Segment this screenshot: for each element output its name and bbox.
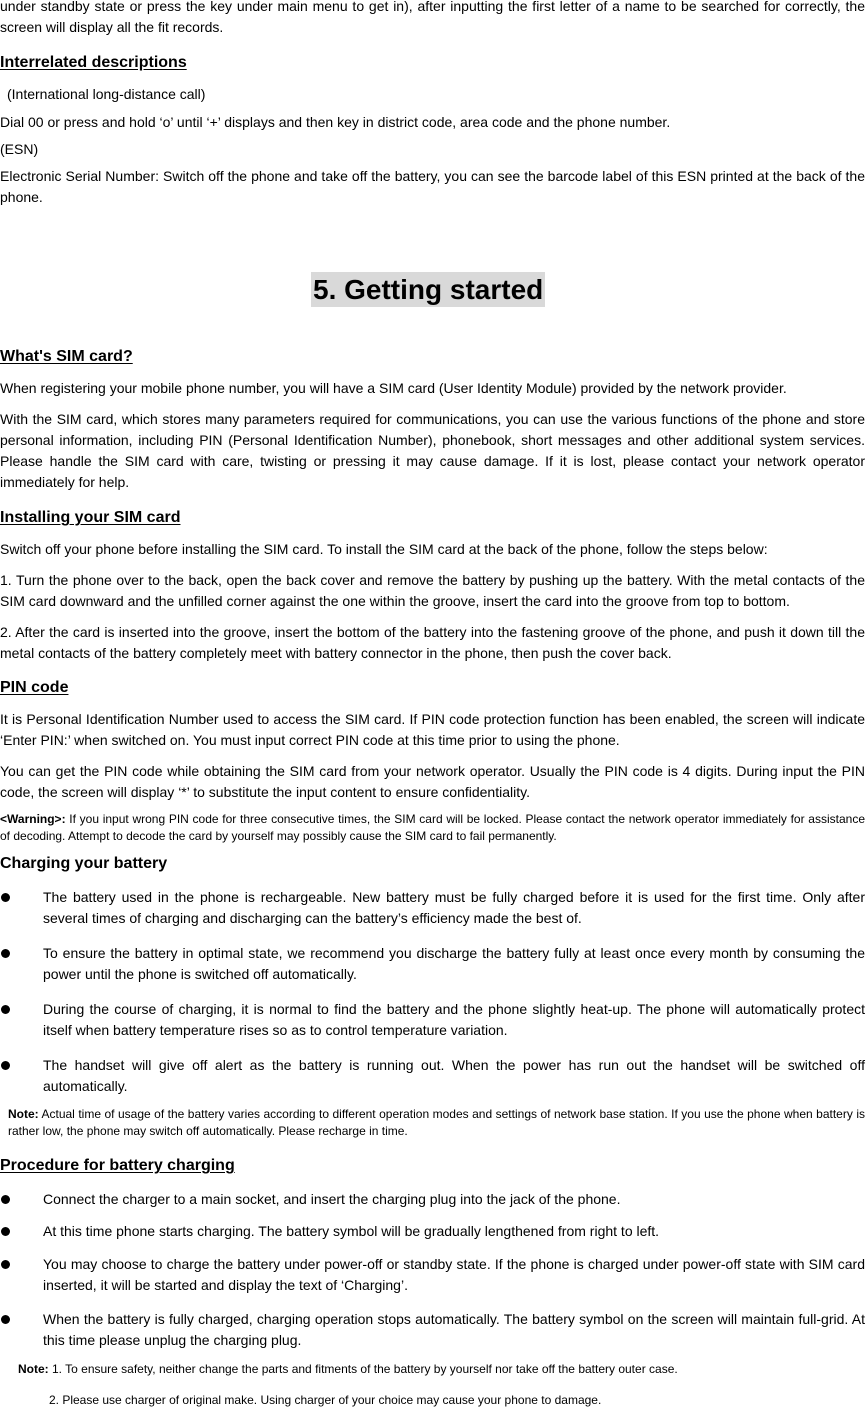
pin-paragraph-2: You can get the PIN code while obtaining the SIM card from your network operator. Usually the PIN code is 4 digits. During input the PIN code, the screen will display ‘*’ to substitute the input content to ensure confidentiality. (0, 763, 865, 800)
procedure-note-1 (18, 1361, 865, 1378)
list-item: At this time phone starts charging. The battery symbol will be gradually lengthened from right to left. (0, 1221, 865, 1242)
charging-heading: Charging your battery (0, 855, 168, 872)
list-item: The battery used in the phone is rechargeable. New battery must be fully charged before it is used for the first time. Only after several times of charging and discharging can the battery’s efficiency made the best of. (0, 887, 865, 929)
list-item: You may choose to charge the battery under power-off or standby state. If the phone is charged under power-off state with SIM card inserted, it will be started and display the text of ‘Charging’. (0, 1254, 865, 1296)
bullet-icon (1, 949, 10, 958)
list-item: During the course of charging, it is normal to find the battery and the phone slightly heat-up. The phone will automatically protect itself when battery temperature rises so as to control temperature variation. (0, 999, 865, 1041)
pin-paragraph-1: It is Personal Identification Number used to access the SIM card. If PIN code protection function has been enabled, the screen will indicate ‘Enter PIN:’ when switched on. You must input correct PIN code at this time prior to using the phone. (0, 711, 865, 748)
charging-note-label: Note: (8, 1107, 39, 1121)
sim-paragraph-2: With the SIM card, which stores many parameters required for communications, you can use the various functions of the phone and store personal information, including PIN (Personal Identification Number), phonebook, short messages and other additional system services. Please handle the SIM card with care, twisting or pressing it may cause damage. If it is lost, please contact your network operator immediately for help. (0, 411, 865, 490)
pin-heading: PIN code (0, 679, 69, 696)
bullet-icon (1, 1227, 10, 1236)
esn-text: Electronic Serial Number: Switch off the phone and take off the battery, you can see the barcode label of this ESN printed at the back of the phone. (0, 168, 865, 205)
install-step-1: 1. Turn the phone over to the back, open the back cover and remove the battery by pushing up the battery. With the metal contacts of the SIM card downward and the unfilled corner against the one within the groove, insert the card into the groove from top to bottom. (0, 572, 865, 609)
pin-warning-label: <Warning>: (0, 812, 66, 826)
intro-paragraph: under standby state or press the key under main menu to get in), after inputting the first letter of a name to be searched for correctly, the screen will display all the fit records. (0, 0, 865, 35)
install-step-2: 2. After the card is inserted into the groove, insert the bottom of the battery into the fastening groove of the phone, and push it down till the metal contacts of the battery completely meet with battery connector in the phone, then push the cover back. (0, 624, 865, 661)
chapter-title: 5. Getting started (313, 274, 544, 305)
bullet-icon (1, 1315, 10, 1324)
bullet-icon (1, 1005, 10, 1014)
procedure-note-label: Note: (18, 1362, 49, 1376)
procedure-note-1-text: 1. To ensure safety, neither change the parts and fitments of the battery by yourself nor take off the battery outer case. (48, 1362, 678, 1376)
sim-heading: What's SIM card? (0, 348, 133, 365)
bullet-icon (1, 1061, 10, 1070)
procedure-note-2: 2. Please use charger of original make. Using charger of your choice may cause your phone to damage. (49, 1393, 602, 1407)
sim-paragraph-1: When registering your mobile phone number, you will have a SIM card (User Identity Module) provided by the network provider. (0, 380, 787, 396)
pin-warning (0, 811, 865, 845)
interrelated-heading: Interrelated descriptions (0, 54, 187, 71)
pin-warning-text: If you input wrong PIN code for three consecutive times, the SIM card will be locked. Please contact the network operator immediately for assistance of decoding. Attempt to decode the card by yourself may possibly cause the SIM card to fail permanently. (0, 812, 865, 843)
install-heading: Installing your SIM card (0, 509, 181, 526)
esn-label: (ESN) (0, 141, 39, 157)
list-item: The handset will give off alert as the battery is running out. When the power has run out the handset will be switched off automatically. (0, 1055, 865, 1097)
list-item: Connect the charger to a main socket, and insert the charging plug into the jack of the phone. (0, 1189, 865, 1210)
list-item: To ensure the battery in optimal state, we recommend you discharge the battery fully at least once every month by consuming the power until the phone is switched off automatically. (0, 943, 865, 985)
procedure-heading: Procedure for battery charging (0, 1157, 235, 1174)
bullet-icon (1, 1195, 10, 1204)
list-item: When the battery is fully charged, charging operation stops automatically. The battery symbol on the screen will maintain full-grid. At this time please unplug the charging plug. (0, 1309, 865, 1351)
intl-call-label: (International long-distance call) (7, 86, 206, 102)
charging-note (8, 1106, 865, 1140)
install-paragraph: Switch off your phone before installing the SIM card. To install the SIM card at the back of the phone, follow the steps below: (0, 541, 768, 557)
charging-note-text: Actual time of usage of the battery varies according to different operation modes and settings of network base station. If you use the phone when battery is rather low, the phone may switch off automatically. Please recharge in time. (8, 1107, 865, 1138)
intl-call-text: Dial 00 or press and hold ‘o’ until ‘+’ displays and then key in district code, area code and the phone number. (0, 114, 671, 130)
bullet-icon (1, 893, 10, 902)
bullet-icon (1, 1260, 10, 1269)
